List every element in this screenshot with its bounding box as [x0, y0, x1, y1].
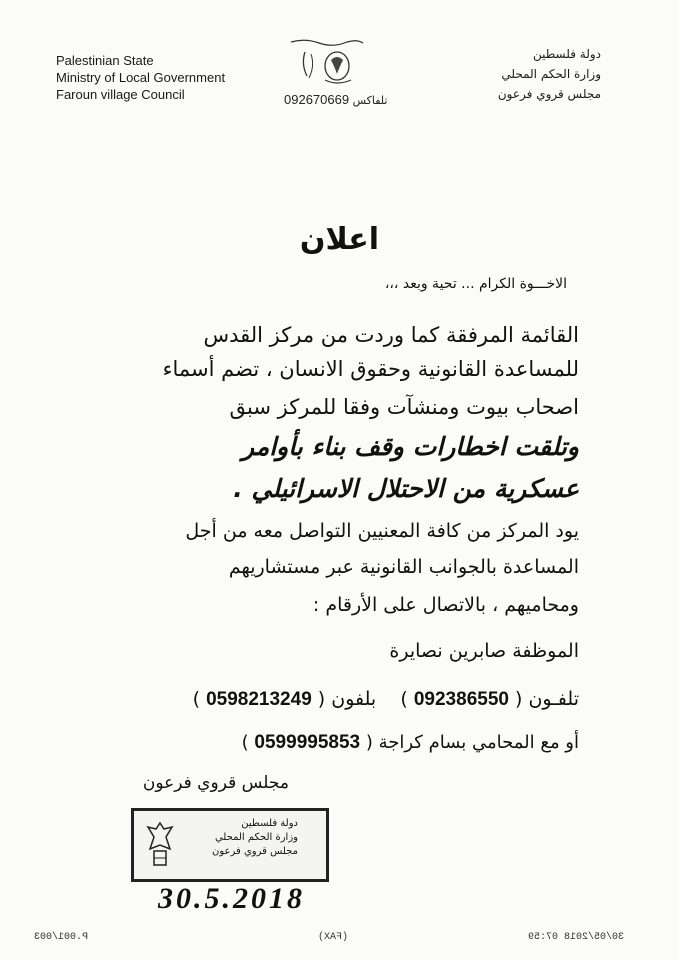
announcement-title: اعلان — [299, 222, 380, 257]
paragraph1-line-3: اصحاب بيوت ومنشآت وفقا للمركز سبق — [229, 395, 579, 419]
fax-footer-fax: (FAX) — [318, 932, 349, 943]
paragraph2-line-1: يود المركز من كافة المعنيين التواصل معه من أجل — [185, 520, 579, 542]
paragraph1-line-1: القائمة المرفقة كما وردت من مركز القدس — [203, 323, 579, 347]
stamp-line-1: دولة فلسطين — [241, 818, 298, 829]
paragraph2-line-2: المساعدة بالجوانب القانونية عبر مستشاريهم — [228, 556, 579, 578]
mobile-number: 0598213249 — [206, 689, 312, 710]
eagle-emblem-icon — [144, 819, 176, 871]
letterhead-ar-line-2: وزارة الحكم المحلي — [501, 67, 601, 81]
fax-line — [284, 92, 387, 107]
phone-label: تلفـون — [528, 688, 579, 710]
fax-footer-timestamp: 30/05/2018 07:59 — [528, 932, 625, 943]
fax-footer-page: P.001/003 — [34, 932, 89, 943]
lawyer-number: 0599995853 — [254, 732, 361, 753]
letterhead-ar-line-1: دولة فلسطين — [532, 47, 601, 61]
handwritten-date: 30.5.2018 — [158, 882, 305, 915]
lawyer-text: أو مع المحامي بسام كراجة — [378, 732, 579, 753]
official-stamp — [131, 808, 329, 882]
fax-label: تلفاكس — [352, 94, 388, 107]
signature-council: مجلس قروي فرعون — [142, 773, 289, 793]
fax-number: 092670669 — [284, 92, 350, 107]
greeting: الاخـــوة الكرام ... تحية وبعد ،،، — [384, 276, 567, 292]
paragraph1-line-5: عسكرية من الاحتلال الاسرائيلي . — [233, 474, 579, 503]
letterhead-en-line-3: Faroun village Council — [56, 87, 185, 102]
paragraph1-line-4: وتلقت اخطارات وقف بناء بأوامر — [242, 432, 579, 461]
paragraph2-line-3: ومحاميهم ، بالاتصال على الأرقام : — [312, 594, 579, 616]
letterhead-en-line-2: Ministry of Local Government — [56, 70, 226, 85]
phone-number: 092386550 — [413, 689, 509, 710]
letterhead-ar-line-3: مجلس قروي فرعون — [497, 87, 601, 101]
phone-numbers: تلفـون ( 092386550 ) بلفون ( 0598213249 ) — [192, 688, 579, 710]
arabic-letterhead — [498, 44, 601, 104]
mobile-label: بلفون — [331, 688, 377, 710]
employee-name: الموظفة صابرين نصايرة — [389, 640, 579, 662]
stamp-line-3: مجلس قروي فرعون — [212, 846, 298, 857]
paragraph1-line-2: للمساعدة القانونية وحقوق الانسان ، تضم أسماء — [162, 357, 579, 381]
stamp-text — [212, 817, 298, 859]
letterhead-en-line-1: Palestinian State — [56, 53, 154, 68]
stamp-line-2: وزارة الحكم المحلي — [214, 832, 298, 843]
council-logo-icon — [285, 38, 367, 88]
english-letterhead — [56, 52, 225, 103]
lawyer-contact: أو مع المحامي بسام كراجة ( 0599995853 ) — [241, 732, 579, 753]
